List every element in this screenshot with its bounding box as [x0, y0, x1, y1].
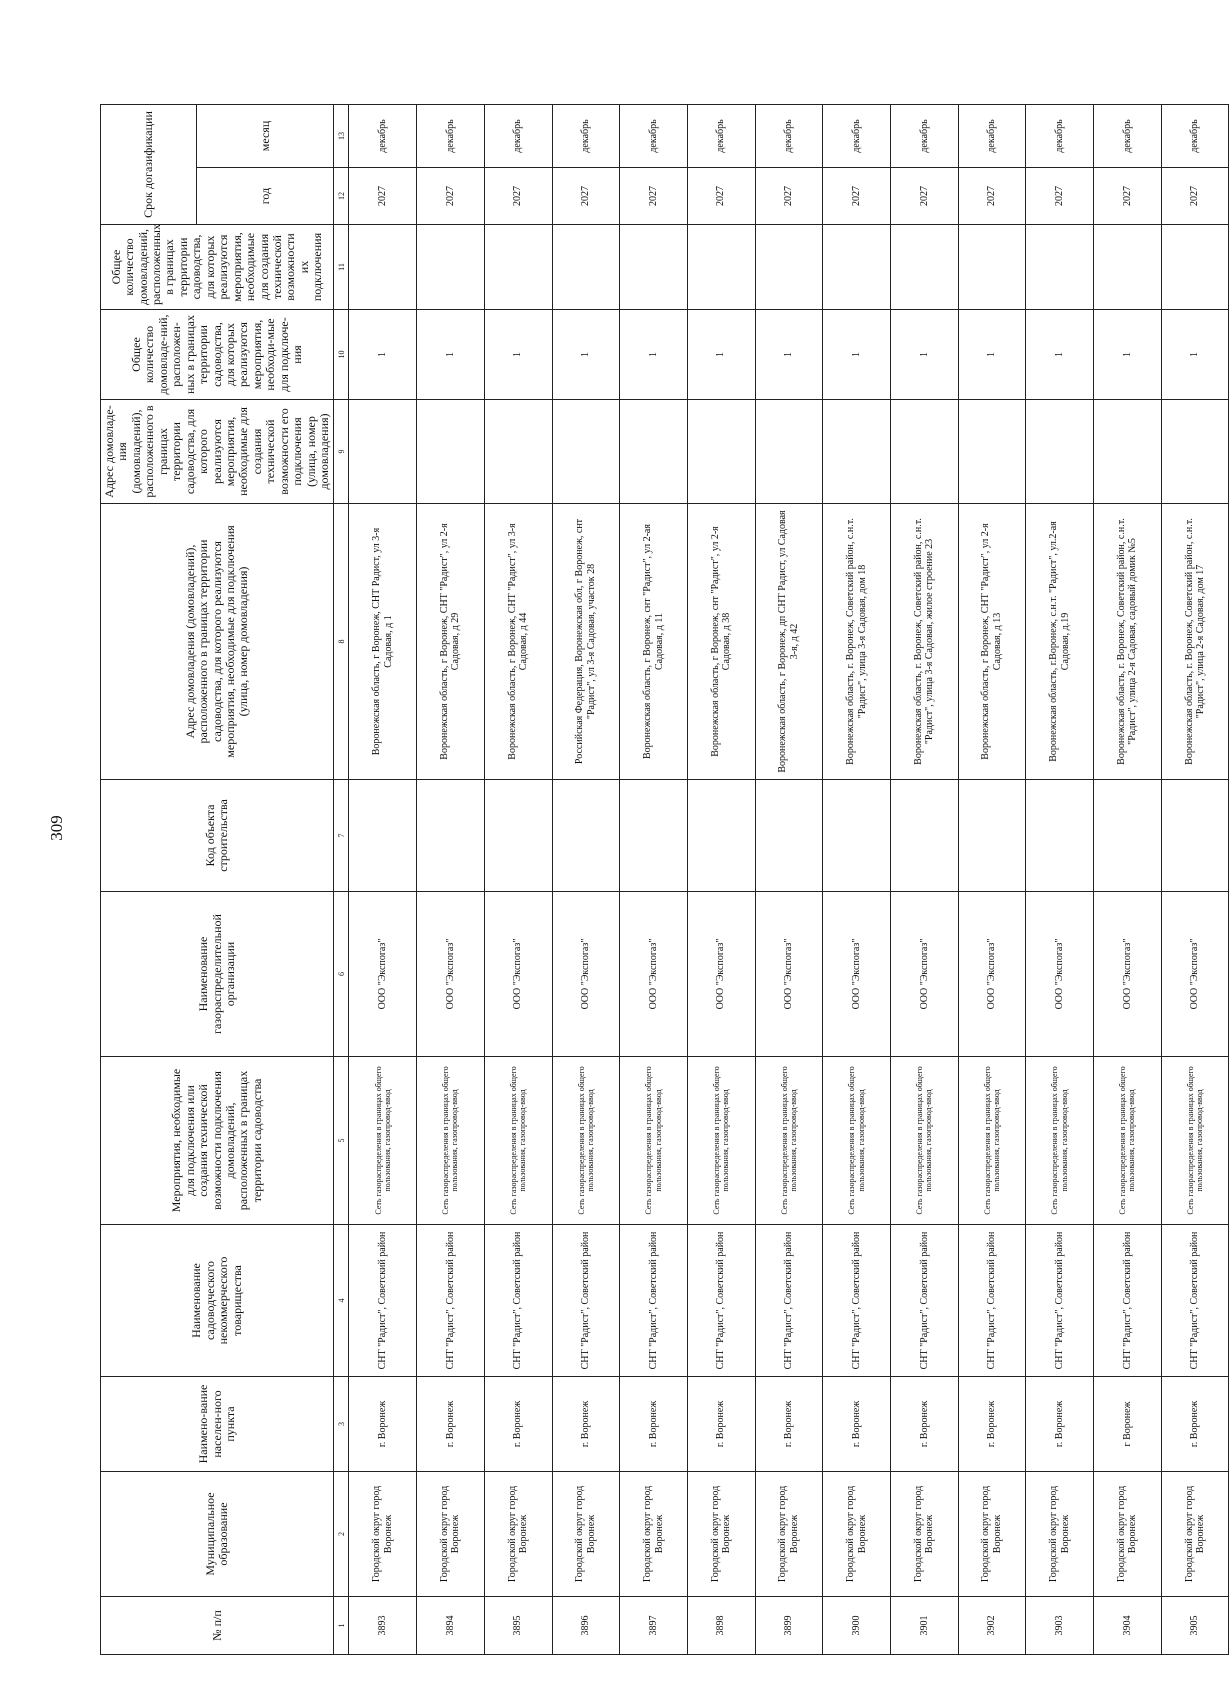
row-number: 3903	[1026, 1597, 1094, 1655]
table-row	[552, 104, 620, 1654]
gas-organization: ООО "Экспогаз"	[1094, 892, 1162, 1057]
address-capability	[1094, 400, 1162, 504]
address-connection: Воронежская область, г Воронеж, снт "Радист", ул 2-я Садовая, д 38	[687, 504, 755, 780]
term-year: 2027	[552, 168, 620, 225]
term-month: декабрь	[484, 104, 552, 167]
count-capability	[417, 225, 485, 310]
settlement: г. Воронеж	[417, 1377, 485, 1472]
event-description: Сеть газораспределения в границах общего пользования, газопровод-ввод	[890, 1057, 958, 1225]
municipality: Городской округ город Воронеж	[484, 1472, 552, 1597]
table-row	[687, 104, 755, 1654]
table-row	[349, 104, 417, 1654]
term-year: 2027	[1026, 168, 1094, 225]
settlement: г. Воронеж	[823, 1377, 891, 1472]
settlement: г. Воронеж	[890, 1377, 958, 1472]
count-connection: 1	[755, 310, 823, 400]
term-year: 2027	[890, 168, 958, 225]
column-number: 5	[334, 1057, 349, 1225]
municipality: Городской округ город Воронеж	[1094, 1472, 1162, 1597]
table-row	[1026, 104, 1094, 1654]
term-month: декабрь	[1094, 104, 1162, 167]
count-connection: 1	[1026, 310, 1094, 400]
header-snt: Наименование садоводческого некоммерческого товарищества	[101, 1225, 334, 1377]
address-connection: Воронежская область, г Воронеж, снт "Радист", ул 2-ая Садовая, д 11	[620, 504, 688, 780]
header-month: месяц	[197, 104, 334, 167]
snt-name: СНТ "Радист", Советский район	[958, 1225, 1026, 1377]
table-row	[1161, 104, 1229, 1654]
header-number: № п/п	[101, 1597, 334, 1655]
address-capability	[349, 400, 417, 504]
address-connection: Воронежская область, г. Воронеж, Советский район, с.н.т. "Радист", улица 3-я Садовая, жилое строение 23	[890, 504, 958, 780]
object-code	[823, 780, 891, 892]
settlement: г. Воронеж	[687, 1377, 755, 1472]
table-row	[417, 104, 485, 1654]
table-row	[890, 104, 958, 1654]
municipality: Городской округ город Воронеж	[552, 1472, 620, 1597]
count-connection: 1	[890, 310, 958, 400]
count-connection: 1	[1094, 310, 1162, 400]
snt-name: СНТ "Радист", Советский район	[823, 1225, 891, 1377]
event-description: Сеть газораспределения в границах общего пользования, газопровод-ввод	[620, 1057, 688, 1225]
object-code	[1094, 780, 1162, 892]
count-connection: 1	[417, 310, 485, 400]
term-year: 2027	[755, 168, 823, 225]
object-code	[1026, 780, 1094, 892]
count-capability	[552, 225, 620, 310]
address-connection: Российская Федерация, Воронежская обл, г Воронеж, снт "Радист", ул 3-я Садовая, участок 28	[552, 504, 620, 780]
object-code	[890, 780, 958, 892]
settlement: г. Воронеж	[349, 1377, 417, 1472]
municipality: Городской округ город Воронеж	[890, 1472, 958, 1597]
snt-name: СНТ "Радист", Советский район	[1161, 1225, 1229, 1377]
gas-organization: ООО "Экспогаз"	[417, 892, 485, 1057]
address-connection: Воронежская область, г Воронеж, СНТ "Радист", ул 2-я Садовая, д 13	[958, 504, 1026, 780]
event-description: Сеть газораспределения в границах общего пользования, газопровод-ввод	[552, 1057, 620, 1225]
column-number: 2	[334, 1472, 349, 1597]
gas-organization: ООО "Экспогаз"	[1161, 892, 1229, 1057]
municipality: Городской округ город Воронеж	[1161, 1472, 1229, 1597]
snt-name: СНТ "Радист", Советский район	[1094, 1225, 1162, 1377]
row-number: 3904	[1094, 1597, 1162, 1655]
address-connection: Воронежская область, г Воронеж, СНТ "Радист", ул 2-я Садовая, д 29	[417, 504, 485, 780]
event-description: Сеть газораспределения в границах общего пользования, газопровод-ввод	[484, 1057, 552, 1225]
term-month: декабрь	[958, 104, 1026, 167]
term-month: декабрь	[552, 104, 620, 167]
snt-name: СНТ "Радист", Советский район	[1026, 1225, 1094, 1377]
column-number: 7	[334, 780, 349, 892]
snt-name: СНТ "Радист", Советский район	[620, 1225, 688, 1377]
snt-name: СНТ "Радист", Советский район	[349, 1225, 417, 1377]
count-capability	[890, 225, 958, 310]
count-connection: 1	[484, 310, 552, 400]
term-month: декабрь	[417, 104, 485, 167]
count-connection: 1	[552, 310, 620, 400]
settlement: г. Воронеж	[958, 1377, 1026, 1472]
address-capability	[1026, 400, 1094, 504]
settlement: г. Воронеж	[620, 1377, 688, 1472]
term-year: 2027	[1094, 168, 1162, 225]
municipality: Городской округ город Воронеж	[349, 1472, 417, 1597]
term-month: декабрь	[620, 104, 688, 167]
header-object-code: Код объекта строительства	[101, 780, 334, 892]
column-number: 13	[334, 104, 349, 167]
header-term: Срок догазификации	[101, 104, 197, 224]
table-body	[349, 104, 1229, 1654]
row-number: 3902	[958, 1597, 1026, 1655]
object-code	[755, 780, 823, 892]
snt-name: СНТ "Радист", Советский район	[484, 1225, 552, 1377]
count-capability	[349, 225, 417, 310]
term-month: декабрь	[890, 104, 958, 167]
table-row	[958, 104, 1026, 1654]
gas-organization: ООО "Экспогаз"	[552, 892, 620, 1057]
address-connection: Воронежская область, г Воронеж, СНТ Радист, ул 3-я Садовая, д 1	[349, 504, 417, 780]
address-capability	[687, 400, 755, 504]
address-connection: Воронежская область, г. Воронеж, Советский район, с.н.т. "Радист", улица 2-я Садовая, дом 17	[1161, 504, 1229, 780]
settlement: г. Воронеж	[552, 1377, 620, 1472]
gas-organization: ООО "Экспогаз"	[687, 892, 755, 1057]
row-number: 3893	[349, 1597, 417, 1655]
object-code	[349, 780, 417, 892]
address-capability	[484, 400, 552, 504]
municipality: Городской округ город Воронеж	[755, 1472, 823, 1597]
row-number: 3894	[417, 1597, 485, 1655]
header-settlement: Наимено-вание населен-ного пункта	[101, 1377, 334, 1472]
address-connection: Воронежская область, г. Воронеж, Советский район, с.н.т. "Радист", улица 3-я Садовая, дом 18	[823, 504, 891, 780]
table-row	[1094, 104, 1162, 1654]
count-capability	[484, 225, 552, 310]
column-number: 6	[334, 892, 349, 1057]
settlement: г. Воронеж	[1161, 1377, 1229, 1472]
event-description: Сеть газораспределения в границах общего пользования, газопровод-ввод	[755, 1057, 823, 1225]
snt-name: СНТ "Радист", Советский район	[890, 1225, 958, 1377]
object-code	[620, 780, 688, 892]
municipality: Городской округ город Воронеж	[620, 1472, 688, 1597]
gasification-table	[100, 104, 1229, 1655]
address-capability	[1161, 400, 1229, 504]
address-connection: Воронежская область, г. Воронеж, Советский район, с.н.т. "Радист", улица 2-я Садовая, садовый домик №5	[1094, 504, 1162, 780]
snt-name: СНТ "Радист", Советский район	[687, 1225, 755, 1377]
count-connection: 1	[1161, 310, 1229, 400]
column-numbers-row	[334, 104, 349, 1654]
count-connection: 1	[823, 310, 891, 400]
municipality: Городской округ город Воронеж	[958, 1472, 1026, 1597]
row-number: 3900	[823, 1597, 891, 1655]
header-gas-org: Наименование газораспределительной организации	[101, 892, 334, 1057]
column-number: 12	[334, 168, 349, 225]
column-number: 1	[334, 1597, 349, 1655]
header-address-connection: Адрес домовладения (домовладений), расположенного в границах территории садоводства, для которого реализуются мероприятия, необходимые для подключения (улица, номер домовладения)	[101, 504, 334, 780]
gas-organization: ООО "Экспогаз"	[890, 892, 958, 1057]
row-number: 3895	[484, 1597, 552, 1655]
term-month: декабрь	[687, 104, 755, 167]
object-code	[484, 780, 552, 892]
page-number: 309	[47, 815, 66, 841]
settlement: г. Воронеж	[1026, 1377, 1094, 1472]
column-number: 11	[334, 225, 349, 310]
term-month: декабрь	[823, 104, 891, 167]
event-description: Сеть газораспределения в границах общего пользования, газопровод-ввод	[1161, 1057, 1229, 1225]
row-number: 3901	[890, 1597, 958, 1655]
event-description: Сеть газораспределения в границах общего пользования, газопровод-ввод	[823, 1057, 891, 1225]
object-code	[552, 780, 620, 892]
address-capability	[417, 400, 485, 504]
column-number: 4	[334, 1225, 349, 1377]
count-capability	[1026, 225, 1094, 310]
settlement: г. Воронеж	[755, 1377, 823, 1472]
term-year: 2027	[958, 168, 1026, 225]
count-capability	[1161, 225, 1229, 310]
event-description: Сеть газораспределения в границах общего пользования, газопровод-ввод	[417, 1057, 485, 1225]
settlement: г Воронеж	[1094, 1377, 1162, 1472]
gas-organization: ООО "Экспогаз"	[958, 892, 1026, 1057]
address-capability	[823, 400, 891, 504]
term-year: 2027	[620, 168, 688, 225]
row-number: 3896	[552, 1597, 620, 1655]
object-code	[687, 780, 755, 892]
count-connection: 1	[620, 310, 688, 400]
address-capability	[755, 400, 823, 504]
rotated-table-container	[100, 105, 1207, 1655]
event-description: Сеть газораспределения в границах общего пользования, газопровод-ввод	[1094, 1057, 1162, 1225]
term-month: декабрь	[349, 104, 417, 167]
gas-organization: ООО "Экспогаз"	[1026, 892, 1094, 1057]
count-capability	[958, 225, 1026, 310]
header-year: год	[197, 168, 334, 225]
term-month: декабрь	[1026, 104, 1094, 167]
count-capability	[755, 225, 823, 310]
table-row	[755, 104, 823, 1654]
gas-organization: ООО "Экспогаз"	[823, 892, 891, 1057]
snt-name: СНТ "Радист", Советский район	[417, 1225, 485, 1377]
header-count-capability: Общее количество домовладений, расположенных в границах территории садоводства, для которых реализуются мероприятия, необходимые для создания технической возможности их подключения	[101, 225, 334, 310]
column-number: 3	[334, 1377, 349, 1472]
count-capability	[620, 225, 688, 310]
term-year: 2027	[417, 168, 485, 225]
table-row	[620, 104, 688, 1654]
row-number: 3898	[687, 1597, 755, 1655]
table-row	[484, 104, 552, 1654]
row-number: 3897	[620, 1597, 688, 1655]
address-connection: Воронежская область, г.Воронеж, с.н.т. "Радист", ул.2-ая Садовая, д.19	[1026, 504, 1094, 780]
count-connection: 1	[958, 310, 1026, 400]
object-code	[958, 780, 1026, 892]
header-address-capability: Адрес домовладе-ния (домовладений), расположенного в границах территории садоводства, для которого реализуются мероприятия, необходимые для создания технической возможности его подключения (улица, номер домовладения)	[101, 400, 334, 504]
gas-organization: ООО "Экспогаз"	[349, 892, 417, 1057]
count-connection: 1	[687, 310, 755, 400]
municipality: Городской округ город Воронеж	[687, 1472, 755, 1597]
header-events: Мероприятия, необходимые для подключения или создания технической возможности подключения домовладений, расположенных в границах территории садоводства	[101, 1057, 334, 1225]
header-municipality: Муниципальное образование	[101, 1472, 334, 1597]
gas-organization: ООО "Экспогаз"	[755, 892, 823, 1057]
object-code	[1161, 780, 1229, 892]
term-year: 2027	[484, 168, 552, 225]
address-connection: Воронежская область, г Воронеж, дп СНТ Радист, ул Садовая 3-я, д 42	[755, 504, 823, 780]
address-capability	[958, 400, 1026, 504]
event-description: Сеть газораспределения в границах общего пользования, газопровод-ввод	[1026, 1057, 1094, 1225]
row-number: 3905	[1161, 1597, 1229, 1655]
settlement: г. Воронеж	[484, 1377, 552, 1472]
gas-organization: ООО "Экспогаз"	[484, 892, 552, 1057]
event-description: Сеть газораспределения в границах общего пользования, газопровод-ввод	[349, 1057, 417, 1225]
municipality: Городской округ город Воронеж	[1026, 1472, 1094, 1597]
address-capability	[890, 400, 958, 504]
table-row	[823, 104, 891, 1654]
event-description: Сеть газораспределения в границах общего пользования, газопровод-ввод	[958, 1057, 1026, 1225]
event-description: Сеть газораспределения в границах общего пользования, газопровод-ввод	[687, 1057, 755, 1225]
snt-name: СНТ "Радист", Советский район	[552, 1225, 620, 1377]
address-connection: Воронежская область, г Воронеж, СНТ "Радист", ул 3-я Садовая, д 44	[484, 504, 552, 780]
address-capability	[620, 400, 688, 504]
count-connection: 1	[349, 310, 417, 400]
municipality: Городской округ город Воронеж	[417, 1472, 485, 1597]
term-year: 2027	[1161, 168, 1229, 225]
gas-organization: ООО "Экспогаз"	[620, 892, 688, 1057]
municipality: Городской округ город Воронеж	[823, 1472, 891, 1597]
term-year: 2027	[823, 168, 891, 225]
term-year: 2027	[349, 168, 417, 225]
header-count-connection: Общее количество домовладе-ний, расположен-ных в границах территории садоводства, для которых реализуются мероприятия, необходи-мые для подключе-ния	[101, 310, 334, 400]
count-capability	[1094, 225, 1162, 310]
snt-name: СНТ "Радист", Советский район	[755, 1225, 823, 1377]
term-year: 2027	[687, 168, 755, 225]
term-month: декабрь	[755, 104, 823, 167]
row-number: 3899	[755, 1597, 823, 1655]
column-number: 8	[334, 504, 349, 780]
count-capability	[823, 225, 891, 310]
term-month: декабрь	[1161, 104, 1229, 167]
column-number: 9	[334, 400, 349, 504]
object-code	[417, 780, 485, 892]
count-capability	[687, 225, 755, 310]
column-number: 10	[334, 310, 349, 400]
address-capability	[552, 400, 620, 504]
